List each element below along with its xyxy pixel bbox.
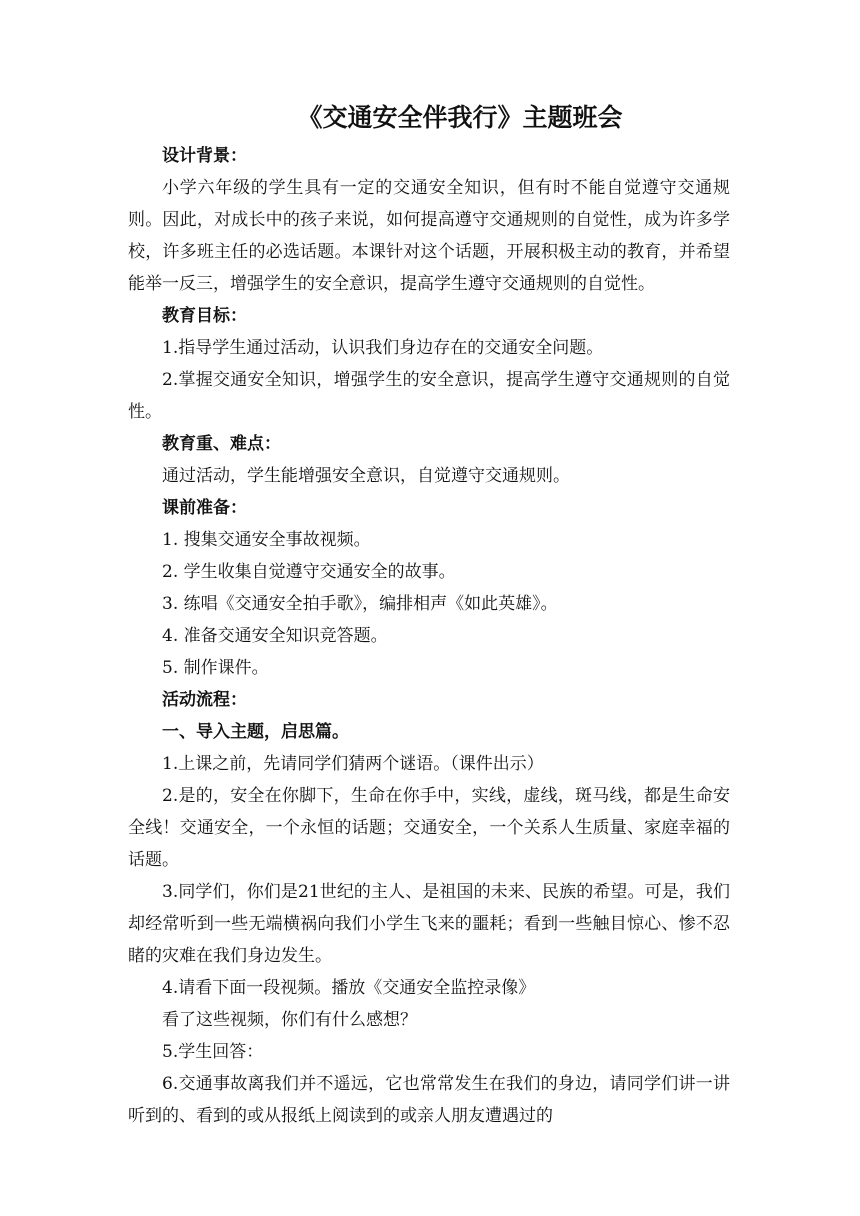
paragraph: 4.请看下面一段视频。播放《交通安全监控录像》 [162, 978, 536, 998]
document-body [128, 140, 730, 1132]
paragraph: 通过活动，学生能增强安全意识，自觉遵守交通规则。 [162, 466, 570, 486]
paragraph: 1.指导学生通过活动，认识我们身边存在的交通安全问题。 [162, 338, 604, 358]
document-title: 《交通安全伴我行》主题班会 [297, 103, 623, 132]
paragraph: 小学六年级的学生具有一定的交通安全知识，但有时不能自觉遵守交通规则。因此，对成长中的孩子来说，如何提高遵守交通规则的自觉性，成为许多学校，许多班主任的必选话题。本课针对这个话题，开展积极主动的教育，并希望能举一反三，增强学生的安全意识，提高学生遵守交通规则的自觉性。 [128, 178, 730, 294]
section-heading: 教育目标： [162, 306, 247, 326]
paragraph: 5.学生回答： [162, 1042, 264, 1062]
paragraph: 2. 学生收集自觉遵守交通安全的故事。 [162, 562, 456, 582]
paragraph: 4. 准备交通安全知识竞答题。 [162, 626, 388, 646]
paragraph: 3.同学们，你们是21世纪的主人、是祖国的未来、民族的希望。可是，我们却经常听到一些无端横祸向我们小学生飞来的噩耗；看到一些触目惊心、惨不忍睹的灾难在我们身边发生。 [128, 882, 730, 966]
paragraph: 2.是的，安全在你脚下，生命在你手中，实线，虚线，斑马线，都是生命安全线！交通安全，一个永恒的话题；交通安全，一个关系人生质量、家庭幸福的话题。 [128, 786, 730, 870]
paragraph: 5. 制作课件。 [162, 658, 269, 678]
section-heading: 课前准备： [162, 498, 247, 518]
section-heading: 一、导入主题，启思篇。 [162, 722, 349, 742]
paragraph: 3. 练唱《交通安全拍手歌》，编排相声《如此英雄》。 [162, 594, 558, 614]
paragraph: 2.掌握交通安全知识，增强学生的安全意识，提高学生遵守交通规则的自觉性。 [128, 370, 730, 422]
paragraph: 看了这些视频，你们有什么感想？ [162, 1010, 417, 1030]
section-heading: 设计背景： [162, 146, 247, 166]
paragraph: 1. 搜集交通安全事故视频。 [162, 530, 371, 550]
section-heading: 活动流程： [162, 690, 247, 710]
paragraph: 6.交通事故离我们并不遥远，它也常常发生在我们的身边，请同学们讲一讲听到的、看到的或从报纸上阅读到的或亲人朋友遭遇过的 [128, 1074, 730, 1126]
paragraph: 1.上课之前，先请同学们猜两个谜语。（课件出示） [162, 754, 544, 774]
section-heading: 教育重、难点： [162, 434, 281, 454]
